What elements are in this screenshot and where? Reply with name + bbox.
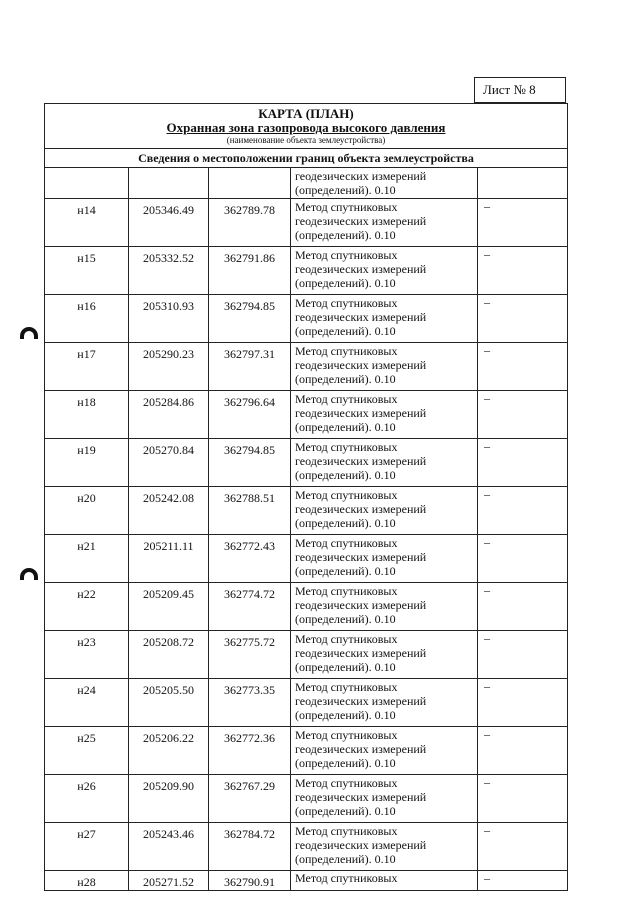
sheet-number-label: Лист № 8 <box>483 82 536 97</box>
method-line: Метод спутниковых <box>295 632 398 646</box>
method-line: геодезических измерений <box>295 454 427 468</box>
method-line: (определений). 0.10 <box>295 852 396 866</box>
description-cell <box>478 775 568 823</box>
method-line: Метод спутниковых <box>295 536 398 550</box>
method-line: Метод спутниковых <box>295 728 398 742</box>
y-coordinate: 362794.85 <box>224 443 275 457</box>
y-coordinate: 362789.78 <box>224 203 275 217</box>
table-row <box>45 343 568 391</box>
x-coordinate: 205205.50 <box>143 683 194 697</box>
method-cell <box>291 535 478 583</box>
x-cell <box>129 679 209 727</box>
method-line: Метод спутниковых <box>295 584 398 598</box>
method-line: Метод спутниковых <box>295 680 398 694</box>
object-name-caption: (наименование объекта землеустройства) <box>226 135 386 145</box>
description-value: – <box>484 439 490 453</box>
x-cell <box>129 439 209 487</box>
point-cell <box>45 679 129 727</box>
method-line: геодезических измерений <box>295 790 427 804</box>
table-row-partial <box>45 871 568 891</box>
table-row-continued <box>45 168 568 199</box>
y-cell <box>209 727 291 775</box>
table-row <box>45 823 568 871</box>
y-coordinate: 362772.43 <box>224 539 275 553</box>
description-value: – <box>484 247 490 261</box>
method-cell <box>291 583 478 631</box>
point-id: н27 <box>77 827 96 841</box>
method-line: (определений). 0.10 <box>295 420 396 434</box>
description-cell <box>478 391 568 439</box>
table-row <box>45 727 568 775</box>
method-line: Метод спутниковых <box>295 200 398 214</box>
x-cell <box>129 535 209 583</box>
description-cell <box>478 199 568 247</box>
y-cell <box>209 631 291 679</box>
x-coordinate: 205270.84 <box>143 443 194 457</box>
point-id: н20 <box>77 491 96 505</box>
y-cell <box>209 439 291 487</box>
method-line: геодезических измерений <box>295 214 427 228</box>
method-line: (определений). 0.10 <box>295 468 396 482</box>
y-coordinate: 362775.72 <box>224 635 275 649</box>
x-cell <box>129 775 209 823</box>
method-line: (определений). 0.10 <box>295 276 396 290</box>
method-line: Метод спутниковых <box>295 392 398 406</box>
x-coordinate: 205332.52 <box>143 251 194 265</box>
method-cell <box>291 199 478 247</box>
x-coordinate: 205209.90 <box>143 779 194 793</box>
x-cell <box>129 487 209 535</box>
description-value: – <box>484 535 490 549</box>
description-value: – <box>484 487 490 501</box>
point-cell <box>45 199 129 247</box>
y-cell <box>209 775 291 823</box>
method-line: Метод спутниковых <box>295 344 398 358</box>
point-cell <box>45 391 129 439</box>
method-cell <box>291 775 478 823</box>
x-cell <box>129 871 209 891</box>
method-line: Метод спутниковых <box>295 296 398 310</box>
method-line: (определений). 0.10 <box>295 612 396 626</box>
y-cell <box>209 487 291 535</box>
point-cell <box>45 168 129 199</box>
document-header <box>44 103 568 168</box>
method-cell <box>291 871 478 891</box>
description-value: – <box>484 727 490 741</box>
description-value: – <box>484 631 490 645</box>
point-id: н22 <box>77 587 96 601</box>
method-cell <box>291 391 478 439</box>
section-heading: Сведения о местоположении границ объекта землеустройства <box>45 148 567 168</box>
description-cell <box>478 168 568 199</box>
point-id: н24 <box>77 683 96 697</box>
x-coordinate: 205290.23 <box>143 347 194 361</box>
y-cell <box>209 199 291 247</box>
x-cell <box>129 631 209 679</box>
description-cell <box>478 535 568 583</box>
method-line: геодезических измерений <box>295 598 427 612</box>
point-id: н26 <box>77 779 96 793</box>
description-value: – <box>484 295 490 309</box>
y-coordinate: 362772.36 <box>224 731 275 745</box>
method-line: Метод спутниковых <box>295 824 398 838</box>
y-cell <box>209 391 291 439</box>
x-cell <box>129 247 209 295</box>
x-coordinate: 205310.93 <box>143 299 194 313</box>
method-line: геодезических измерений <box>295 169 427 183</box>
y-coordinate: 362796.64 <box>224 395 275 409</box>
y-cell <box>209 823 291 871</box>
method-line: (определений). 0.10 <box>295 660 396 674</box>
point-cell <box>45 343 129 391</box>
table-row <box>45 391 568 439</box>
description-value: – <box>484 775 490 789</box>
method-line: Метод спутниковых <box>295 776 398 790</box>
y-coordinate: 362791.86 <box>224 251 275 265</box>
y-coordinate: 362797.31 <box>224 347 275 361</box>
y-cell <box>209 295 291 343</box>
description-value: – <box>484 343 490 357</box>
point-cell <box>45 631 129 679</box>
table-row <box>45 487 568 535</box>
point-id: н21 <box>77 539 96 553</box>
y-coordinate: 362773.35 <box>224 683 275 697</box>
sheet-number-box <box>474 77 566 103</box>
table-row <box>45 439 568 487</box>
point-cell <box>45 295 129 343</box>
point-id: н28 <box>77 875 96 889</box>
method-line: геодезических измерений <box>295 646 427 660</box>
x-cell <box>129 823 209 871</box>
y-coordinate: 362784.72 <box>224 827 275 841</box>
point-cell <box>45 247 129 295</box>
x-cell <box>129 583 209 631</box>
method-line: геодезических измерений <box>295 502 427 516</box>
table-row <box>45 631 568 679</box>
method-line: геодезических измерений <box>295 838 427 852</box>
binder-hole-mark <box>20 327 38 339</box>
method-line: геодезических измерений <box>295 358 427 372</box>
x-coordinate: 205284.86 <box>143 395 194 409</box>
description-cell <box>478 247 568 295</box>
method-line: (определений). 0.10 <box>295 324 396 338</box>
point-cell <box>45 823 129 871</box>
point-cell <box>45 439 129 487</box>
description-cell <box>478 583 568 631</box>
description-cell <box>478 343 568 391</box>
table-row <box>45 775 568 823</box>
table-row <box>45 583 568 631</box>
x-cell <box>129 168 209 199</box>
description-value: – <box>484 199 490 213</box>
method-line: (определений). 0.10 <box>295 228 396 242</box>
description-value: – <box>484 583 490 597</box>
y-coordinate: 362788.51 <box>224 491 275 505</box>
description-value: – <box>484 679 490 693</box>
x-coordinate: 205206.22 <box>143 731 194 745</box>
method-line: геодезических измерений <box>295 742 427 756</box>
method-line: геодезических измерений <box>295 262 427 276</box>
point-id: н19 <box>77 443 96 457</box>
point-id: н18 <box>77 395 96 409</box>
x-coordinate: 205243.46 <box>143 827 194 841</box>
description-cell <box>478 727 568 775</box>
method-line: (определений). 0.10 <box>295 183 396 197</box>
description-value: – <box>484 823 490 837</box>
point-cell <box>45 871 129 891</box>
table-row <box>45 247 568 295</box>
table-row <box>45 199 568 247</box>
method-line: Метод спутниковых <box>295 488 398 502</box>
method-cell <box>291 343 478 391</box>
description-value: – <box>484 871 490 885</box>
point-id: н16 <box>77 299 96 313</box>
binder-hole-mark <box>20 568 38 580</box>
method-line: (определений). 0.10 <box>295 804 396 818</box>
method-cell <box>291 168 478 199</box>
y-coordinate: 362790.91 <box>224 875 275 889</box>
table-row <box>45 295 568 343</box>
method-line: Метод спутниковых <box>295 440 398 454</box>
description-cell <box>478 679 568 727</box>
method-line: Метод спутниковых <box>295 871 398 885</box>
method-line: (определений). 0.10 <box>295 372 396 386</box>
point-id: н17 <box>77 347 96 361</box>
method-cell <box>291 247 478 295</box>
document-title: КАРТА (ПЛАН) <box>258 106 354 121</box>
description-cell <box>478 871 568 891</box>
x-cell <box>129 199 209 247</box>
method-line: геодезических измерений <box>295 406 427 420</box>
point-cell <box>45 583 129 631</box>
point-id: н14 <box>77 203 96 217</box>
method-line: (определений). 0.10 <box>295 756 396 770</box>
x-coordinate: 205346.49 <box>143 203 194 217</box>
method-line: геодезических измерений <box>295 310 427 324</box>
description-value: – <box>484 391 490 405</box>
x-coordinate: 205209.45 <box>143 587 194 601</box>
x-cell <box>129 391 209 439</box>
x-cell <box>129 295 209 343</box>
y-cell <box>209 535 291 583</box>
method-line: (определений). 0.10 <box>295 708 396 722</box>
method-line: геодезических измерений <box>295 550 427 564</box>
y-coordinate: 362774.72 <box>224 587 275 601</box>
method-cell <box>291 487 478 535</box>
y-cell <box>209 679 291 727</box>
method-line: (определений). 0.10 <box>295 516 396 530</box>
x-cell <box>129 343 209 391</box>
x-cell <box>129 727 209 775</box>
method-cell <box>291 823 478 871</box>
point-id: н25 <box>77 731 96 745</box>
y-cell <box>209 247 291 295</box>
x-coordinate: 205208.72 <box>143 635 194 649</box>
method-cell <box>291 439 478 487</box>
method-cell <box>291 727 478 775</box>
description-cell <box>478 295 568 343</box>
description-cell <box>478 439 568 487</box>
method-line: (определений). 0.10 <box>295 564 396 578</box>
y-cell <box>209 871 291 891</box>
description-cell <box>478 487 568 535</box>
method-line: Метод спутниковых <box>295 248 398 262</box>
x-coordinate: 205211.11 <box>143 539 194 553</box>
y-coordinate: 362794.85 <box>224 299 275 313</box>
y-cell <box>209 583 291 631</box>
description-cell <box>478 823 568 871</box>
point-cell <box>45 487 129 535</box>
y-cell <box>209 168 291 199</box>
y-cell <box>209 343 291 391</box>
method-line: геодезических измерений <box>295 694 427 708</box>
method-cell <box>291 679 478 727</box>
object-name: Охранная зона газопровода высокого давления <box>166 120 446 135</box>
coordinates-table <box>44 167 568 891</box>
point-cell <box>45 727 129 775</box>
table-row <box>45 679 568 727</box>
y-coordinate: 362767.29 <box>224 779 275 793</box>
table-row <box>45 535 568 583</box>
method-cell <box>291 631 478 679</box>
method-cell <box>291 295 478 343</box>
point-id: н15 <box>77 251 96 265</box>
x-coordinate: 205271.52 <box>143 875 194 889</box>
description-cell <box>478 631 568 679</box>
point-cell <box>45 775 129 823</box>
x-coordinate: 205242.08 <box>143 491 194 505</box>
point-cell <box>45 535 129 583</box>
point-id: н23 <box>77 635 96 649</box>
